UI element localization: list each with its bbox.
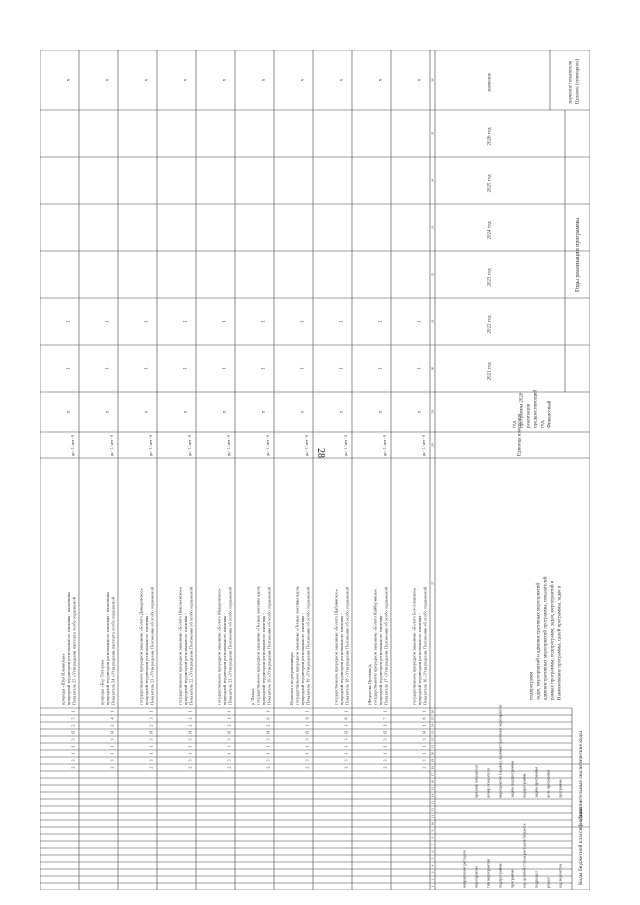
indicator-name-line: Показатель 16 «Утверждение Положения об особо охраняемой (422, 587, 428, 705)
row-code: 1 (382, 710, 388, 713)
row-code: 1 (70, 752, 76, 755)
row-code: 1 (382, 745, 388, 748)
row-code: 1 (304, 752, 310, 755)
row-code: 2 (70, 766, 76, 769)
indicator-unit: да - 1/ нет - 0 (266, 434, 270, 456)
column-number: 2 (430, 878, 435, 881)
year-value: 1 (261, 320, 267, 323)
code-col-header-5: программа (509, 869, 515, 888)
column-number: 24 (430, 723, 435, 728)
row-code: 1 (382, 752, 388, 755)
indicator-name-line: природной территории регионального значения - (417, 613, 422, 705)
additional-col-header-1: программа (557, 779, 563, 798)
base-year-value: х (222, 410, 228, 414)
row-code: 4 (109, 717, 115, 720)
row-code: 3 (304, 759, 310, 762)
year-value: 1 (339, 320, 345, 323)
program-name-header-line: подпрограмм (529, 671, 535, 700)
base-year-header-line: программы 2020 (519, 392, 525, 428)
year-header-3: 2023 год (487, 268, 493, 287)
column-number: 1 (430, 885, 435, 888)
base-year-value: х (261, 410, 267, 414)
indicator-name-line: государственном природном заказнике «Болото Макаровское» (216, 588, 222, 705)
indicator-name-line: природной территории регионального значения - (144, 613, 149, 705)
indicator-name-line: Показатель 22 «Утверждение Положения об особо охраняемой (188, 587, 194, 705)
row-code: 3 (70, 759, 76, 762)
row-code: 1 (343, 710, 349, 713)
year-value: 1 (183, 367, 189, 370)
target-value: х (378, 78, 384, 82)
column-number: 29 (430, 410, 435, 414)
column-number: 10 (430, 821, 435, 826)
row-code: 1 (421, 710, 427, 713)
column-number: 26 (430, 709, 435, 714)
row-code: Я (343, 731, 349, 734)
row-code: 3 (187, 738, 193, 741)
column-number: 34 (430, 178, 435, 183)
year-value: 1 (378, 320, 384, 323)
additional-col-header-4: подпрограмма (521, 773, 527, 798)
base-year-value: х (144, 410, 150, 414)
program-name-header-line: рамках программы, подпрограмм, задач, мероприятий и (550, 580, 556, 700)
row-code: 1 (304, 745, 310, 748)
base-year-header-line: Финансовый (547, 400, 553, 428)
row-code: 1 (109, 752, 115, 755)
indicator-unit: да - 1/ нет - 0 (110, 434, 114, 456)
row-code: 1 (187, 752, 193, 755)
indicator-name-line: государственном природном заказнике «Лесные массивы вдоль (255, 586, 261, 705)
indicator-unit: да - 1/ нет - 0 (383, 434, 387, 456)
row-code: 3 (382, 738, 388, 741)
row-code: 1 (265, 745, 271, 748)
row-code: 1 (148, 710, 154, 713)
additional-col-header-3: задача программы (533, 766, 539, 798)
column-number: 28 (430, 443, 435, 447)
row-code: Я (109, 731, 115, 734)
row-code: 1 (187, 710, 193, 713)
indicator-name-line: государственном природном заказнике «Болото Щаблинское» (333, 589, 339, 705)
year-value: 1 (66, 320, 72, 323)
base-year-value: х (417, 410, 423, 414)
target-value: х (66, 78, 72, 82)
code-col-header-4: код целевой статьи расходов бюджета (521, 823, 527, 888)
row-code: 1 (70, 745, 76, 748)
indicator-unit: да - 1/ нет - 0 (149, 434, 153, 456)
row-code: Я (187, 731, 193, 734)
year-value: 1 (222, 320, 228, 323)
year-header-2: 2022 год (487, 315, 493, 334)
indicator-name-line: государственном природном заказнике «Болото Богословское» (411, 587, 417, 705)
code-col-header-6: подпрограмма (497, 863, 503, 888)
column-number: 5 (430, 857, 435, 860)
row-code: 2 (187, 717, 193, 720)
column-number: 16 (430, 779, 435, 784)
target-value: х (300, 78, 306, 82)
row-code: 3 (265, 738, 271, 741)
row-code: 2 (343, 766, 349, 769)
row-code: 1 (265, 710, 271, 713)
row-code: 6 (421, 717, 427, 720)
row-code: 3 (304, 738, 310, 741)
indicator-name-line: Показатель 19 «Утверждение Положения об особо охраняемой (305, 587, 311, 705)
year-value: 1 (417, 367, 423, 370)
column-number: 30 (430, 366, 435, 371)
indicator-unit: да - 1/ нет - 0 (422, 434, 426, 456)
code-col-header-1: код ведомства (557, 864, 563, 888)
row-code: 1 (382, 724, 388, 727)
row-code: 3 (421, 759, 427, 762)
column-number: 11 (430, 814, 435, 819)
row-code: 3 (265, 759, 271, 762)
column-number: 25 (430, 716, 435, 721)
column-number: 4 (430, 864, 435, 867)
year-header-6: 2026 год (487, 127, 493, 146)
row-code: 5 (70, 717, 76, 720)
row-code: 8 (343, 717, 349, 720)
target-value: х (183, 78, 189, 82)
indicator-name-line: природной территории регионального значения - памятника (66, 592, 71, 705)
page-number: 28 (315, 448, 326, 458)
row-code: 1 (343, 724, 349, 727)
indicator-name-line: природы «Бор Топорок» (99, 659, 105, 705)
program-name-header-line: административных мероприятий программы, показателей (543, 576, 549, 700)
row-code: 2 (187, 724, 193, 727)
code-col-header-3: подраздел (533, 870, 539, 888)
year-header-5: 2025 год (487, 174, 493, 193)
base-year-value: х (339, 410, 345, 414)
column-number: 20 (430, 751, 435, 756)
indicator-name-line: природной территории регионального значения - (378, 613, 383, 705)
year-value: 1 (222, 367, 228, 370)
base-year-value: х (378, 410, 384, 414)
column-number: 14 (430, 793, 435, 798)
column-number: 8 (430, 836, 435, 839)
program-indicators-table (40, 50, 590, 890)
indicator-name-line: природной территории регионального значения - (222, 613, 227, 705)
row-code: 3 (70, 738, 76, 741)
indicator-name-line: Показатель 21 «Утверждение Положения об особо охраняемой (227, 587, 233, 705)
column-number: 12 (430, 807, 435, 812)
row-code: Я (421, 731, 427, 734)
column-number: 9 (430, 829, 435, 832)
row-code: 7 (382, 717, 388, 720)
row-code: 1 (343, 745, 349, 748)
base-year-value: х (66, 410, 72, 414)
additional-col-header-2: цель программы (545, 769, 551, 798)
column-number: 7 (430, 843, 435, 846)
row-code: Я (70, 731, 76, 734)
year-value: 1 (417, 320, 423, 323)
row-code: 2 (304, 766, 310, 769)
indicator-unit: да - 1/ нет - 0 (227, 434, 231, 456)
row-code: 1 (70, 710, 76, 713)
row-code: Я (148, 731, 154, 734)
additional-col-header-5: задача подпрограммы (509, 760, 515, 798)
indicator-unit: да - 1/ нет - 0 (305, 434, 309, 456)
year-value: 1 (105, 367, 111, 370)
target-value: х (105, 78, 111, 82)
row-code: 3 (421, 738, 427, 741)
target-value-header: значение (487, 73, 493, 92)
row-code: 2 (109, 724, 115, 727)
row-code: 2 (226, 766, 232, 769)
row-code: 2 (187, 766, 193, 769)
base-year-header-line: год, (540, 419, 546, 428)
program-name-header-line: Наименование программы, целей программы, задач в (557, 585, 563, 700)
code-col-header-9: направление расходов (461, 850, 467, 888)
unit-header: Единица измерения (517, 413, 523, 456)
row-code: 3 (148, 759, 154, 762)
row-code: 3 (382, 759, 388, 762)
target-value: х (144, 78, 150, 82)
row-code: 2 (70, 724, 76, 727)
row-code: 1 (304, 724, 310, 727)
row-code: 1 (304, 710, 310, 713)
base-year-value: х (300, 410, 306, 414)
row-code: 3 (148, 717, 154, 720)
year-value: 1 (144, 367, 150, 370)
target-header-line: значение показателя (568, 60, 574, 104)
row-code: 1 (187, 745, 193, 748)
target-value: х (339, 78, 345, 82)
row-code: 2 (265, 766, 271, 769)
row-code: 1 (343, 752, 349, 755)
column-number: 22 (430, 737, 435, 742)
indicator-name-line: Показатель 23 «Утверждение Положения об особо охраняемой (149, 587, 155, 705)
base-year-value: х (183, 410, 189, 414)
row-code: 1 (226, 745, 232, 748)
indicator-name-line: (Федорова Пустынь)» (367, 664, 372, 705)
row-code: Я (304, 731, 310, 734)
indicator-name-line: Показатель 18 «Утверждение Положения об особо охраняемой (344, 587, 350, 705)
target-value: х (417, 78, 423, 82)
row-code: 2 (421, 766, 427, 769)
row-code: 1 (421, 752, 427, 755)
row-code: 2 (148, 724, 154, 727)
row-code: Я (226, 731, 232, 734)
row-code: 2 (265, 724, 271, 727)
year-value: 1 (183, 320, 189, 323)
column-number: 32 (430, 272, 435, 277)
row-code: 2 (226, 724, 232, 727)
column-number: 15 (430, 786, 435, 791)
row-code: 1 (265, 752, 271, 755)
column-number: 13 (430, 800, 435, 805)
row-code: 1 (148, 752, 154, 755)
year-value: 1 (66, 367, 72, 370)
rotated-table-sheet (40, 50, 590, 890)
year-value: 1 (144, 320, 150, 323)
year-value: 1 (300, 320, 306, 323)
row-code: 0 (265, 717, 271, 720)
column-number: 33 (430, 225, 435, 230)
row-code: 1 (421, 745, 427, 748)
indicator-name-line: природной территории регионального значения - памятника (105, 592, 110, 705)
indicator-name-line: природной территории регионального значения - (261, 613, 266, 705)
additional-col-header-7: номер показателя (485, 768, 491, 798)
indicator-name-line: природы «Шуя Ильинская» (60, 653, 66, 705)
column-number: 19 (430, 758, 435, 763)
code-col-header-2: раздел (545, 876, 551, 888)
base-year-header-line: предшествующий (533, 389, 539, 428)
row-code: 1 (109, 710, 115, 713)
year-value: 1 (339, 367, 345, 370)
row-code: Я (265, 731, 271, 734)
target-value: х (261, 78, 267, 82)
indicator-name-line: природной территории регионального значения - (183, 613, 188, 705)
indicator-unit: да - 1/ нет - 0 (344, 434, 348, 456)
row-code: 3 (187, 759, 193, 762)
indicator-name-line: государственном природном заказнике «Болото Кайбуринское (372, 588, 378, 705)
code-col-header-8: мероприятие (473, 865, 479, 888)
row-code: 1 (226, 752, 232, 755)
base-year-header-line: реализации (526, 403, 532, 428)
column-number: 36 (430, 78, 435, 82)
base-year-header-line: год (512, 421, 518, 428)
row-code: 3 (343, 759, 349, 762)
additional-col-header-6: мероприятие (задача), административное мероприятие (497, 704, 503, 798)
indicator-name-line: Показатель 20 «Утверждение Положения об особо охраняемой (266, 587, 272, 705)
row-code: 1 (148, 745, 154, 748)
indicator-name-line: природной территории регионального значения - (339, 613, 344, 705)
indicator-name-line: государственном природном заказнике «Болото Давыдовское» (138, 588, 144, 705)
column-number: 3 (430, 871, 435, 874)
indicator-name-line: природной территории регионального значения - (300, 613, 305, 705)
row-code: 9 (304, 717, 310, 720)
year-value: 1 (105, 320, 111, 323)
target-value: х (222, 78, 228, 82)
additional-codes-header: Дополнительные аналитические коды (578, 731, 584, 820)
base-year-value: х (105, 410, 111, 414)
year-value: 1 (300, 367, 306, 370)
indicator-name-line: р. Пажа» (250, 688, 255, 705)
column-number: 6 (430, 850, 435, 853)
row-code: 3 (226, 738, 232, 741)
target-header-line: Целевое (суммарное) (575, 58, 581, 104)
column-number: 31 (430, 319, 435, 324)
row-code: Я (382, 731, 388, 734)
column-number: 18 (430, 765, 435, 770)
row-code: 2 (148, 766, 154, 769)
program-name-header-line: задач, мероприятий и административных мероприятий (536, 582, 542, 700)
budget-codes-header: Коды бюджетной классификации (578, 807, 584, 885)
row-code: 3 (109, 738, 115, 741)
year-value: 1 (261, 367, 267, 370)
indicator-name-line: Волжского водохранилища» (289, 652, 294, 705)
year-header-4: 2024 год (487, 221, 493, 240)
row-code: 3 (109, 759, 115, 762)
row-code: 2 (109, 766, 115, 769)
row-code: 1 (226, 710, 232, 713)
column-number: 35 (430, 131, 435, 136)
column-number: 27 (430, 581, 435, 585)
column-number: 23 (430, 730, 435, 735)
indicator-name-line: Показатель 24 «Утверждение паспорта особо охраняемой (110, 597, 116, 705)
row-code: 1 (421, 724, 427, 727)
row-code: 3 (148, 738, 154, 741)
additional-col-header-8: признак показателя (473, 764, 479, 798)
indicator-name-line: Показатель 25 «Утверждение паспорта особо охраняемой (71, 597, 77, 705)
indicator-name-line: государственном природном заказнике «Болото Никольевское» (177, 586, 183, 705)
row-code: 1 (109, 745, 115, 748)
row-code: 1 (226, 717, 232, 720)
indicator-unit: да - 1/ нет - 0 (71, 434, 75, 456)
year-value: 1 (378, 367, 384, 370)
year-header-1: 2021 год (487, 362, 493, 381)
years-header: Годы реализации программы (575, 217, 581, 292)
code-col-header-7: тип мероприятия (485, 858, 491, 888)
column-number: 17 (430, 772, 435, 777)
row-code: 3 (226, 759, 232, 762)
indicator-name-line: государственном природном заказнике «Лесные массивы вдоль (294, 586, 300, 705)
column-number: 21 (430, 744, 435, 749)
indicator-name-line: Показатель 17 «Утверждение Положения об особо охраняемой (383, 587, 389, 705)
indicator-unit: да - 1/ нет - 0 (188, 434, 192, 456)
row-code: 3 (343, 738, 349, 741)
row-code: 2 (382, 766, 388, 769)
